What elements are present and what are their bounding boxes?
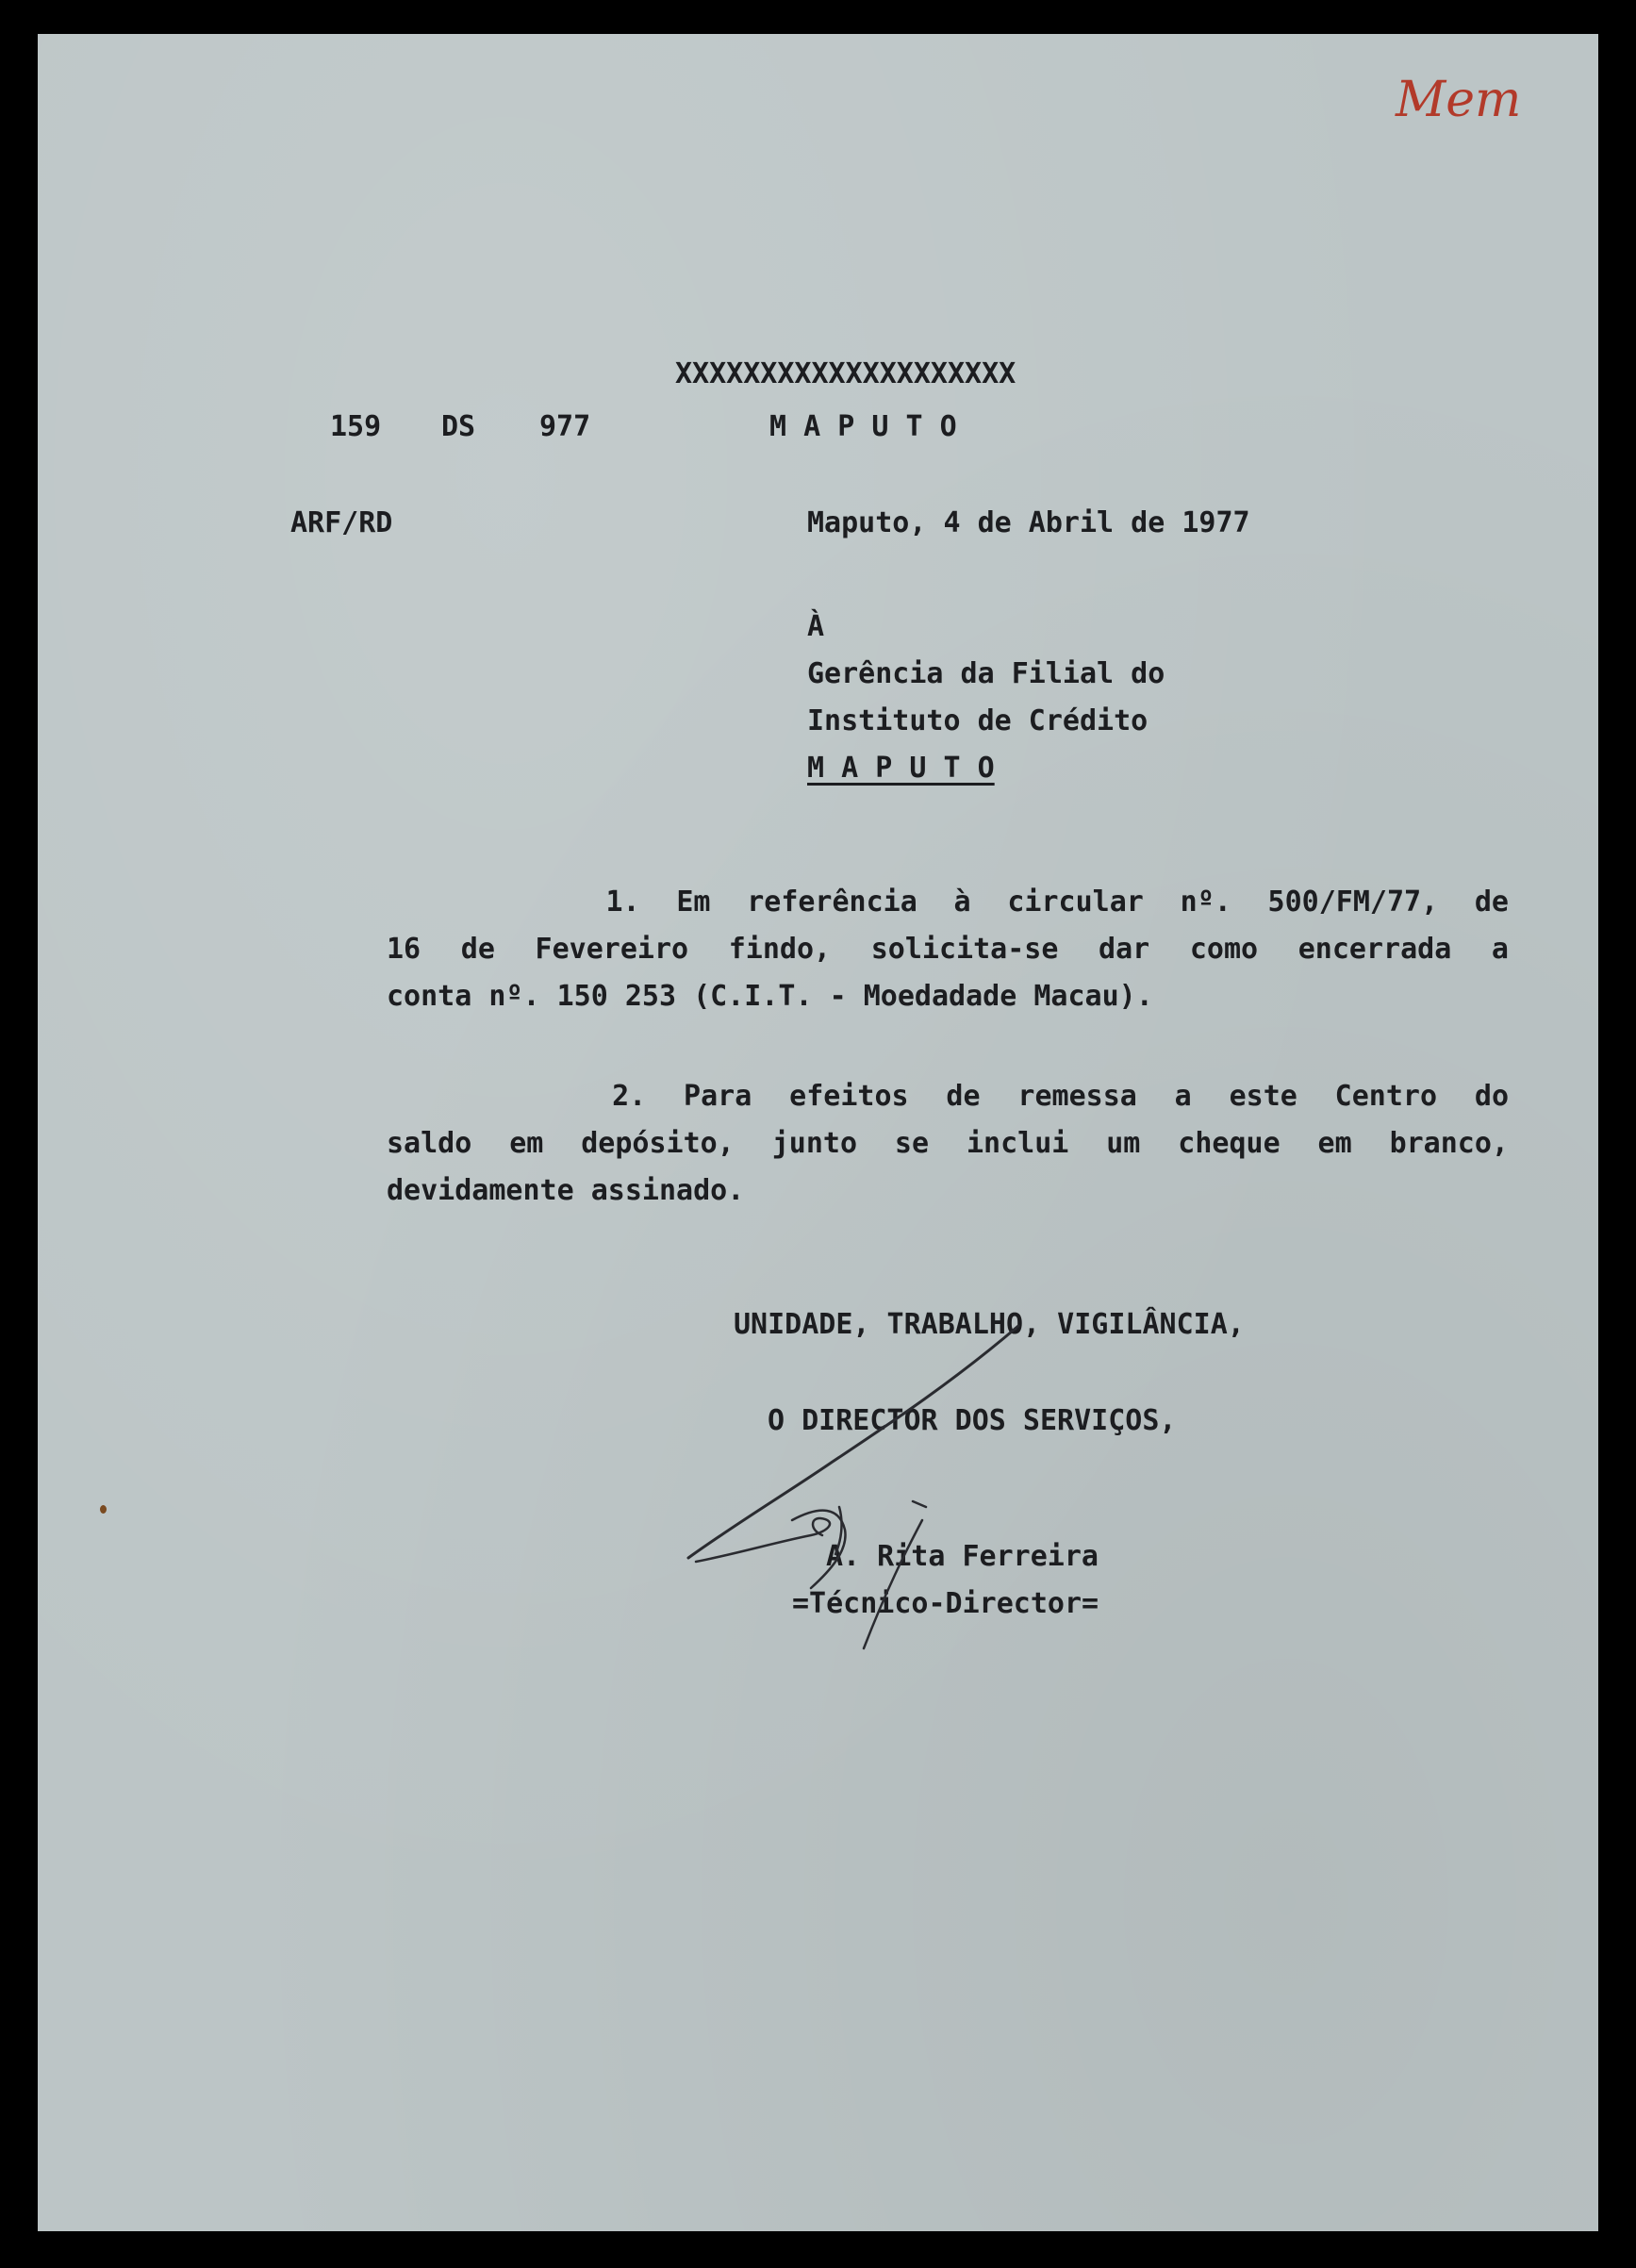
crossed-out-line: XXXXXXXXXXXXXXXXXXXX (675, 357, 1016, 390)
document-page (38, 34, 1598, 2231)
signatory-role: =Técnico-Director= (792, 1587, 1099, 1620)
paragraph-1 (387, 879, 1509, 1020)
handwritten-note: Mem (1396, 72, 1522, 128)
paper-mark (100, 1505, 107, 1514)
paragraph-line: saldo em depósito, junto se inclui um cheque em branco, (387, 1127, 1509, 1160)
paragraph-line: 2. Para efeitos de remessa a este Centro do (387, 1080, 1509, 1113)
ref-year: 977 (539, 410, 591, 443)
destination-city: M A P U T O (769, 410, 957, 443)
paragraph-2 (387, 1073, 1509, 1215)
signatory-name: A. Rita Ferreira (826, 1540, 1099, 1573)
letter-date: Maputo, 4 de Abril de 1977 (807, 506, 1250, 539)
reference-code: ARF/RD (290, 506, 393, 539)
recipient-city: M A P U T O (807, 752, 995, 785)
paragraph-line: 1. Em referência à circular nº. 500/FM/77, de (387, 886, 1509, 919)
ref-code: DS (441, 410, 476, 443)
paragraph-line: 16 de Fevereiro findo, solicita-se dar como encerrada a (387, 933, 1509, 966)
director-title: O DIRECTOR DOS SERVIÇOS, (768, 1404, 1177, 1437)
recipient-line-1: Gerência da Filial do (807, 657, 1165, 690)
ref-number: 159 (330, 410, 382, 443)
paragraph-line: conta nº. 150 253 (C.I.T. - Moedadade Macau). (387, 980, 1153, 1013)
handwritten-signature (679, 1288, 1056, 1684)
paragraph-line: devidamente assinado. (387, 1174, 745, 1207)
recipient-line-2: Instituto de Crédito (807, 704, 1149, 737)
recipient-prefix: À (807, 610, 825, 643)
closing-motto: UNIDADE, TRABALHO, VIGILÂNCIA, (734, 1308, 1245, 1341)
